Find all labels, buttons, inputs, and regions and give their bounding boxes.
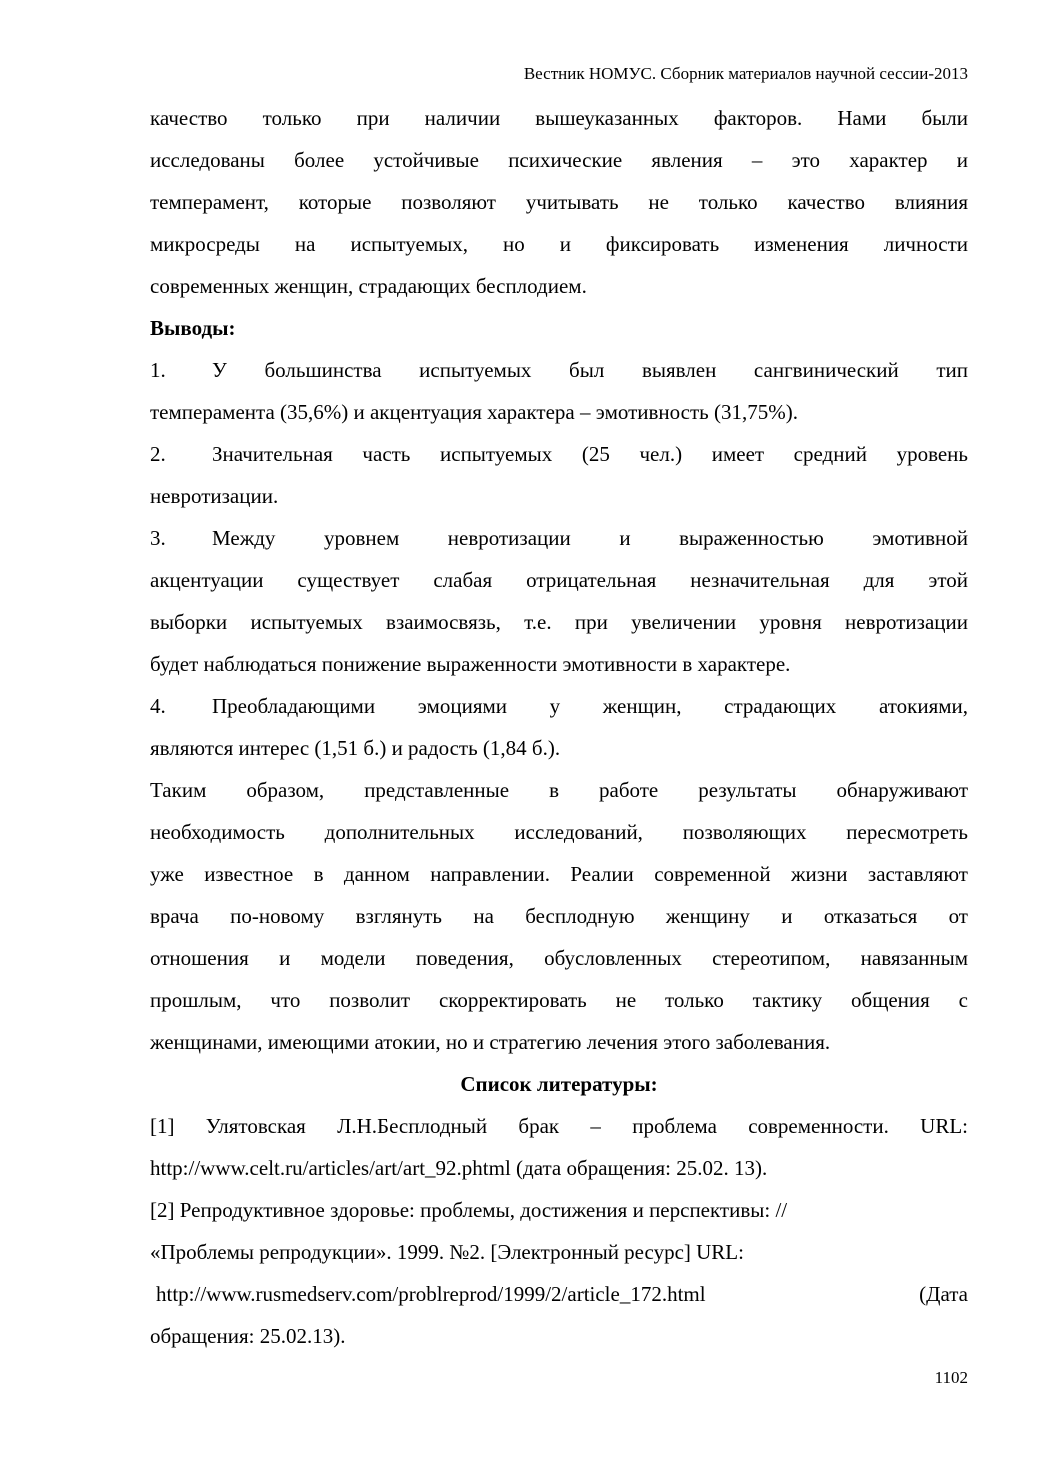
text-line bbox=[150, 685, 968, 727]
item-text: У большинства испытуемых был выявлен сангвинический тип bbox=[212, 358, 968, 382]
text-line bbox=[150, 433, 968, 475]
item-number: 4. bbox=[150, 694, 166, 718]
text-line: невротизации. bbox=[150, 484, 279, 508]
text-line bbox=[150, 1273, 968, 1315]
text-line: исследованы более устойчивые психические явления – это характер и bbox=[150, 148, 968, 172]
text-line: отношения и модели поведения, обусловленных стереотипом, навязанным bbox=[150, 946, 968, 970]
summary-paragraph bbox=[150, 769, 968, 1063]
conclusions-heading: Выводы: bbox=[150, 316, 236, 340]
reference-1 bbox=[150, 1105, 968, 1189]
text-line: будет наблюдаться понижение выраженности эмотивности в характере. bbox=[150, 652, 791, 676]
text-line bbox=[150, 517, 968, 559]
text-line: прошлым, что позволит скорректировать не только тактику общения с bbox=[150, 988, 968, 1012]
reference-date-label: (Дата bbox=[919, 1282, 968, 1306]
reference-url: http://www.rusmedserv.com/problreprod/1999/2/article_172.html bbox=[156, 1282, 706, 1306]
conclusion-item-4 bbox=[150, 685, 968, 769]
item-text: Преобладающими эмоциями у женщин, страдающих атокиями, bbox=[212, 694, 968, 718]
reference-2 bbox=[150, 1189, 968, 1357]
text-line: «Проблемы репродукции». 1999. №2. [Электронный ресурс] URL: bbox=[150, 1240, 744, 1264]
text-line: являются интерес (1,51 б.) и радость (1,84 б.). bbox=[150, 736, 561, 760]
text-line: http://www.celt.ru/articles/art/art_92.phtml (дата обращения: 25.02. 13). bbox=[150, 1156, 768, 1180]
conclusion-item-1 bbox=[150, 349, 968, 433]
text-line: [2] Репродуктивное здоровье: проблемы, достижения и перспективы: // bbox=[150, 1198, 788, 1222]
conclusion-item-2 bbox=[150, 433, 968, 517]
page-number: 1102 bbox=[934, 1368, 968, 1387]
text-line bbox=[150, 349, 968, 391]
article-body bbox=[150, 97, 968, 1357]
item-number: 2. bbox=[150, 442, 166, 466]
text-line: [1] Улятовская Л.Н.Бесплодный брак – проблема современности. URL: bbox=[150, 1114, 968, 1138]
text-line: акцентуации существует слабая отрицательная незначительная для этой bbox=[150, 568, 968, 592]
text-line: уже известное в данном направлении. Реалии современной жизни заставляют bbox=[150, 862, 968, 886]
item-text: Значительная часть испытуемых (25 чел.) имеет средний уровень bbox=[212, 442, 968, 466]
item-text: Между уровнем невротизации и выраженностью эмотивной bbox=[212, 526, 968, 550]
running-header: Вестник НОМУС. Сборник материалов научной сессии-2013 bbox=[523, 64, 968, 83]
references-heading: Список литературы: bbox=[460, 1072, 658, 1096]
text-line: женщинами, имеющими атокии, но и стратегию лечения этого заболевания. bbox=[150, 1030, 831, 1054]
text-line: микросреды на испытуемых, но и фиксировать изменения личности bbox=[150, 232, 968, 256]
text-line: темперамент, которые позволяют учитывать не только качество влияния bbox=[150, 190, 968, 214]
text-line: качество только при наличии вышеуказанных факторов. Нами были bbox=[150, 106, 968, 130]
text-line: необходимость дополнительных исследований, позволяющих пересмотреть bbox=[150, 820, 968, 844]
conclusion-item-3 bbox=[150, 517, 968, 685]
text-line: врача по-новому взглянуть на бесплодную женщину и отказаться от bbox=[150, 904, 968, 928]
intro-paragraph bbox=[150, 97, 968, 307]
text-line: Таким образом, представленные в работе результаты обнаруживают bbox=[150, 778, 968, 802]
text-line: обращения: 25.02.13). bbox=[150, 1324, 346, 1348]
text-line: выборки испытуемых взаимосвязь, т.е. при увеличении уровня невротизации bbox=[150, 610, 968, 634]
item-number: 1. bbox=[150, 358, 166, 382]
item-number: 3. bbox=[150, 526, 166, 550]
text-line: современных женщин, страдающих бесплодием. bbox=[150, 274, 587, 298]
text-line: темперамента (35,6%) и акцентуация характера – эмотивность (31,75%). bbox=[150, 400, 798, 424]
